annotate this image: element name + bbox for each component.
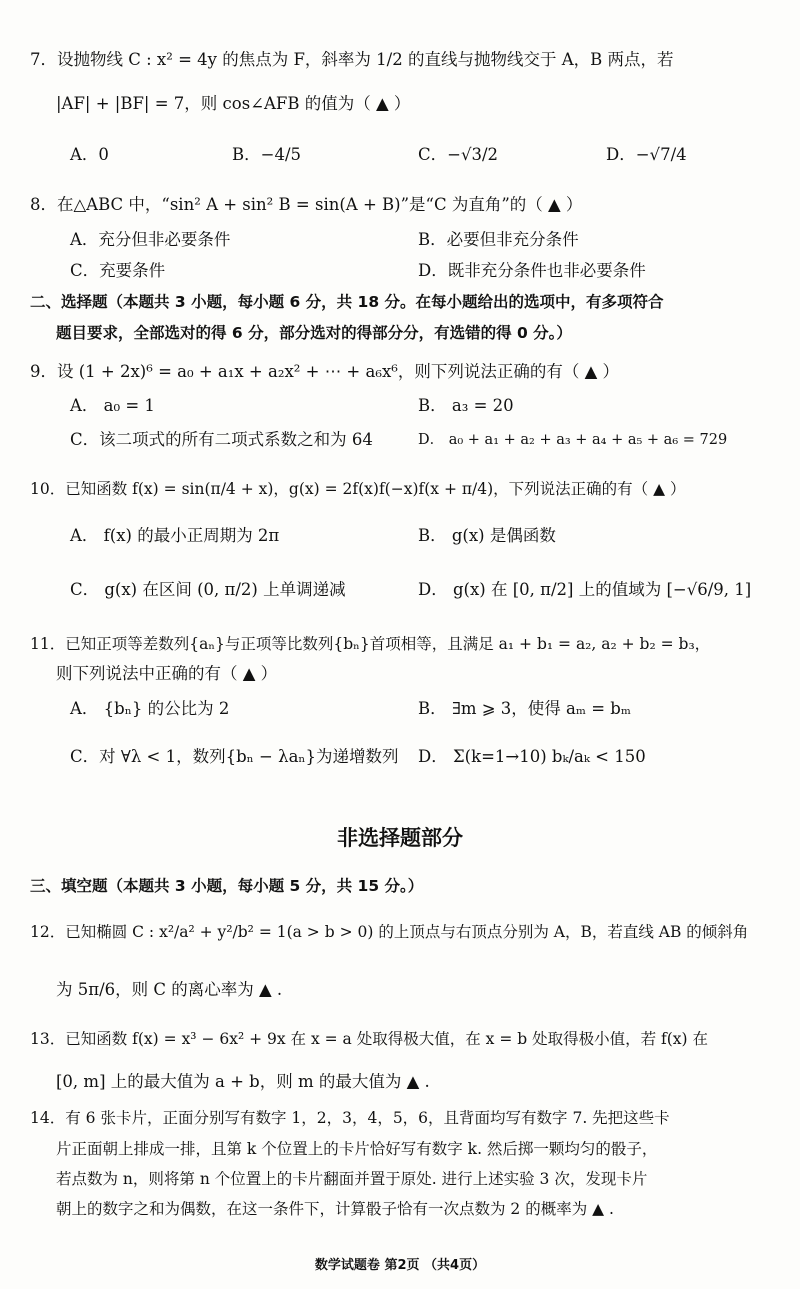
section3-heading: 三、填空题（本题共 3 小题，每小题 5 分，共 15 分。）	[30, 877, 424, 895]
section2-heading-line2: 题目要求，全部选对的得 6 分，部分选对的得部分分，有选错的得 0 分。）	[56, 324, 572, 342]
q11-option-b: B． ∃m ⩾ 3，使得 aₘ = bₘ	[418, 699, 631, 718]
q7-option-a: A．0	[70, 145, 109, 164]
q10-option-a: A． f(x) 的最小正周期为 2π	[70, 526, 280, 545]
q9-option-c: C．该二项式的所有二项式系数之和为 64	[70, 430, 373, 449]
part-title: 非选择题部分	[337, 826, 463, 850]
q9-option-a: A． a₀ = 1	[70, 396, 155, 415]
q8-option-c: C．充要条件	[70, 261, 166, 280]
q13-line2: [0, m] 上的最大值为 a + b，则 m 的最大值为 ▲ .	[56, 1072, 430, 1091]
section2-heading-line1: 二、选择题（本题共 3 小题，每小题 6 分，共 18 分。在每小题给出的选项中，有多项符合	[30, 293, 664, 311]
q11-line1: 11．已知正项等差数列{aₙ}与正项等比数列{bₙ}首项相等，且满足 a₁ + b₁ = a₂, a₂ + b₂ = b₃，	[30, 635, 711, 653]
q9-stem: 9．设 (1 + 2x)⁶ = a₀ + a₁x + a₂x² + ⋯ + a₆x⁶，则下列说法正确的有（ ▲ ）	[30, 362, 620, 381]
q10-option-d: D． g(x) 在 [0, π/2] 上的值域为 [−√6/9, 1]	[418, 580, 752, 599]
page-footer: 数学试题卷 第2页 （共4页）	[314, 1258, 486, 1273]
q8-option-a: A．充分但非必要条件	[70, 230, 231, 249]
q12-line2: 为 5π/6，则 C 的离心率为 ▲ .	[56, 980, 283, 999]
q7-option-c: C．−√3/2	[418, 145, 499, 164]
q11-option-d: D． Σ(k=1→10) bₖ/aₖ < 150	[418, 747, 646, 766]
q12-line1: 12．已知椭圆 C : x²/a² + y²/b² = 1(a > b > 0) 的上顶点与右顶点分别为 A，B，若直线 AB 的倾斜角	[30, 923, 749, 941]
q14-line3: 若点数为 n，则将第 n 个位置上的卡片翻面并置于原处. 进行上述实验 3 次，发现卡片	[56, 1170, 648, 1188]
q7-option-d: D．−√7/4	[606, 145, 687, 164]
q14-line4: 朝上的数字之和为偶数，在这一条件下，计算骰子恰有一次点数为 2 的概率为 ▲ .	[56, 1200, 614, 1218]
q7-line1: 7．设抛物线 C : x² = 4y 的焦点为 F，斜率为 1/2 的直线与抛物线交于 A，B 两点，若	[30, 50, 674, 69]
q11-option-c: C．对 ∀λ < 1，数列{bₙ − λaₙ}为递增数列	[70, 747, 399, 766]
q7-line2: |AF| + |BF| = 7，则 cos∠AFB 的值为（ ▲ ）	[56, 94, 411, 113]
q9-option-b: B． a₃ = 20	[418, 396, 514, 415]
q10-option-b: B． g(x) 是偶函数	[418, 526, 556, 545]
q13-line1: 13．已知函数 f(x) = x³ − 6x² + 9x 在 x = a 处取得极大值，在 x = b 处取得极小值，若 f(x) 在	[30, 1030, 709, 1048]
q11-line2: 则下列说法中正确的有（ ▲ ）	[56, 664, 278, 683]
q10-stem: 10．已知函数 f(x) = sin(π/4 + x)，g(x) = 2f(x)f(−x)f(x + π/4)，下列说法正确的有（ ▲ ）	[30, 480, 686, 498]
q9-option-d: D． a₀ + a₁ + a₂ + a₃ + a₄ + a₅ + a₆ = 729	[418, 432, 728, 448]
q8-stem: 8．在△ABC 中，“sin² A + sin² B = sin(A + B)”是“C 为直角”的（ ▲ ）	[30, 195, 583, 214]
q14-line1: 14．有 6 张卡片，正面分别写有数字 1，2，3，4，5，6，且背面均写有数字 7. 先把这些卡	[30, 1109, 670, 1127]
q8-option-b: B．必要但非充分条件	[418, 230, 579, 249]
q14-line2: 片正面朝上排成一排，且第 k 个位置上的卡片恰好写有数字 k. 然后掷一颗均匀的骰子，	[56, 1140, 658, 1158]
q10-option-c: C． g(x) 在区间 (0, π/2) 上单调递减	[70, 580, 346, 599]
q7-option-b: B．−4/5	[232, 145, 302, 164]
q11-option-a: A． {bₙ} 的公比为 2	[70, 699, 230, 718]
q8-option-d: D．既非充分条件也非必要条件	[418, 261, 646, 280]
